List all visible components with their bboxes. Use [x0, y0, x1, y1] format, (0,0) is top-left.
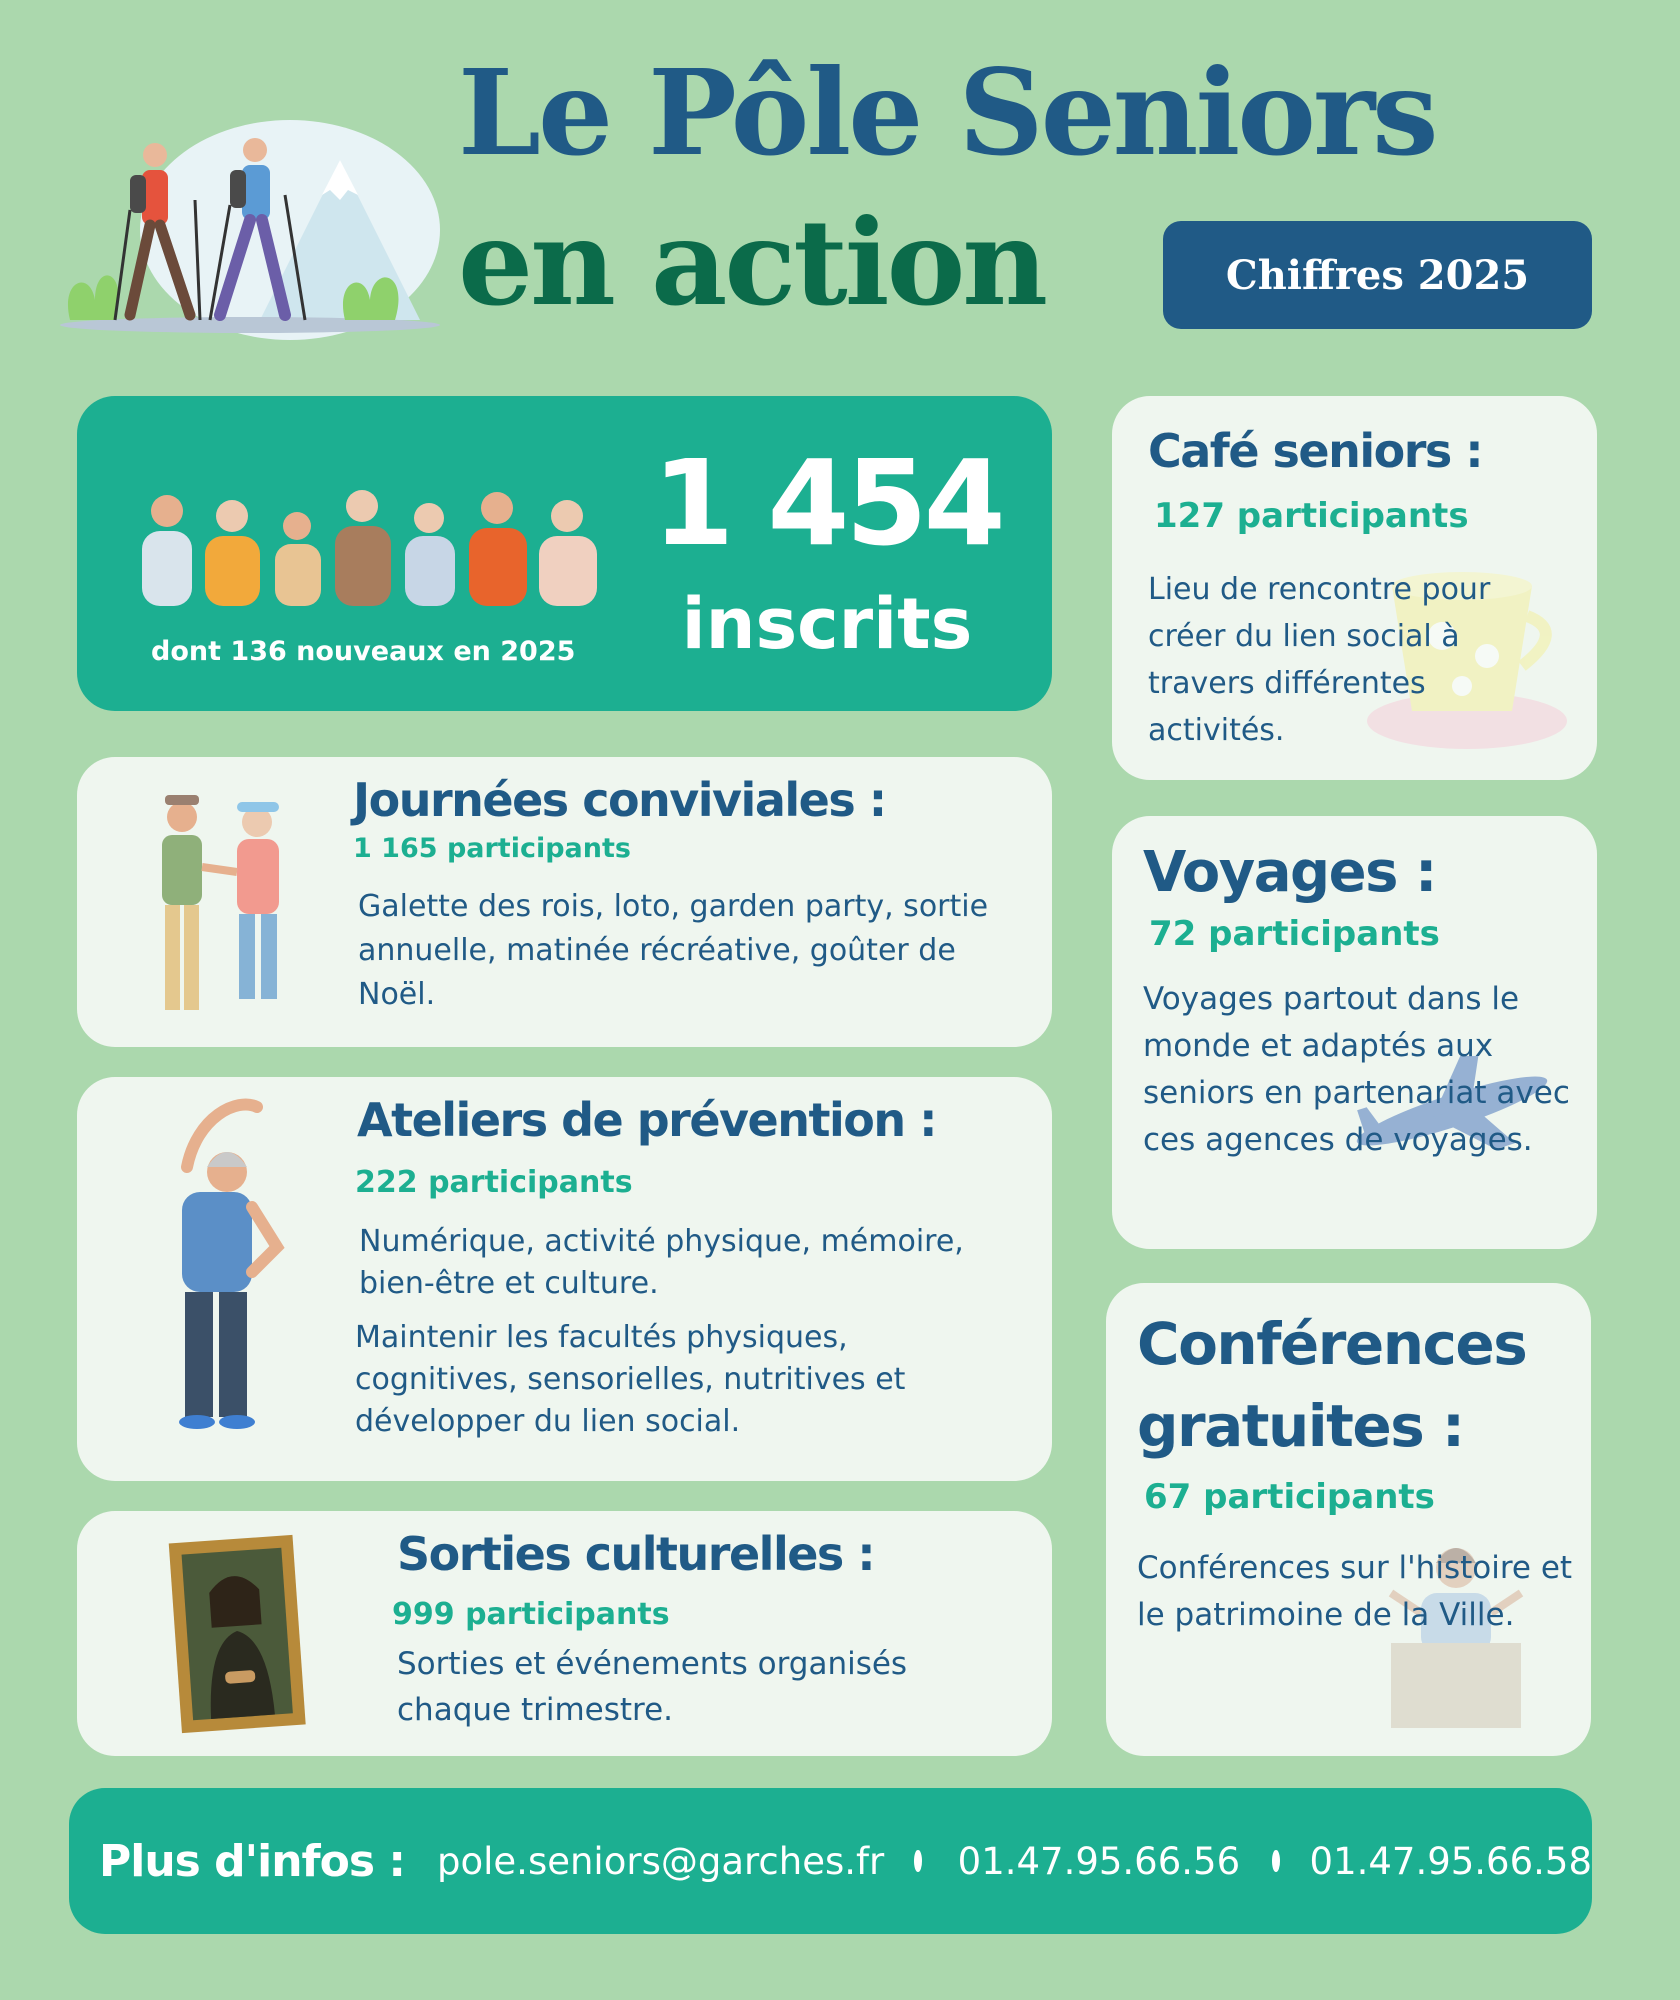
ateliers-card	[77, 1077, 1052, 1481]
voyages-desc: Voyages partout dans le monde et adaptés aux seniors en partenariat avec ces agences de voyages.	[1143, 981, 1570, 1158]
inscrits-label: inscrits	[681, 583, 973, 665]
ateliers-title: Ateliers de prévention :	[357, 1093, 937, 1147]
cafe-title: Café seniors :	[1148, 424, 1483, 478]
conferences-title-1: Conférences	[1137, 1310, 1527, 1378]
title-line-2: en action	[458, 193, 1046, 332]
sorties-participants: 999 participants	[392, 1597, 670, 1632]
conferences-title-2: gratuites :	[1137, 1392, 1464, 1460]
inscrits-card	[77, 396, 1052, 711]
ateliers-desc-1: Numérique, activité physique, mémoire, bien-être et culture.	[359, 1224, 964, 1301]
footer-bar	[69, 1788, 1592, 1934]
bullet-icon	[1272, 1850, 1279, 1872]
painting-illustration	[167, 1531, 307, 1736]
footer-phone-1[interactable]: 01.47.95.66.56	[957, 1839, 1241, 1883]
sorties-desc: Sorties et événements organisés chaque trimestre.	[397, 1646, 908, 1728]
ateliers-participants: 222 participants	[355, 1165, 633, 1200]
sorties-card	[77, 1511, 1052, 1756]
bullet-icon	[914, 1850, 921, 1872]
voyages-participants: 72 participants	[1149, 914, 1440, 954]
hikers-illustration	[60, 120, 440, 340]
footer-email[interactable]: pole.seniors@garches.fr	[437, 1839, 885, 1883]
dancing-couple-illustration	[127, 777, 307, 1027]
footer-phone-2[interactable]: 01.47.95.66.58	[1309, 1839, 1592, 1883]
stretching-senior-illustration	[127, 1097, 307, 1437]
cafe-card	[1112, 396, 1597, 780]
year-badge	[1163, 221, 1592, 329]
seniors-group-illustration	[117, 486, 627, 606]
title-line-1: Le Pôle Seniors	[458, 43, 1436, 182]
inscrits-sub: dont 136 nouveaux en 2025	[151, 636, 576, 667]
conferences-participants: 67 participants	[1144, 1477, 1435, 1517]
voyages-card	[1112, 816, 1597, 1249]
ateliers-desc-2: Maintenir les facultés physiques, cognitives, sensorielles, nutritives et développer du lien social.	[355, 1320, 906, 1439]
year-badge-label: Chiffres 2025	[1225, 251, 1530, 299]
journees-card	[77, 757, 1052, 1047]
journees-participants: 1 165 participants	[353, 833, 631, 864]
journees-desc: Galette des rois, loto, garden party, sortie annuelle, matinée récréative, goûter de Noël.	[358, 889, 989, 1012]
conferences-desc: Conférences sur l'histoire et le patrimoine de la Ville.	[1137, 1550, 1573, 1633]
journees-title: Journées conviviales :	[353, 773, 886, 827]
footer-label: Plus d'infos :	[99, 1835, 406, 1887]
conferences-card	[1106, 1283, 1591, 1756]
voyages-title: Voyages :	[1143, 840, 1436, 905]
cafe-participants: 127 participants	[1154, 496, 1469, 536]
sorties-title: Sorties culturelles :	[397, 1527, 875, 1581]
inscrits-number: 1 454	[652, 434, 1002, 572]
cafe-desc: Lieu de rencontre pour créer du lien social à travers différentes activités.	[1148, 572, 1491, 748]
